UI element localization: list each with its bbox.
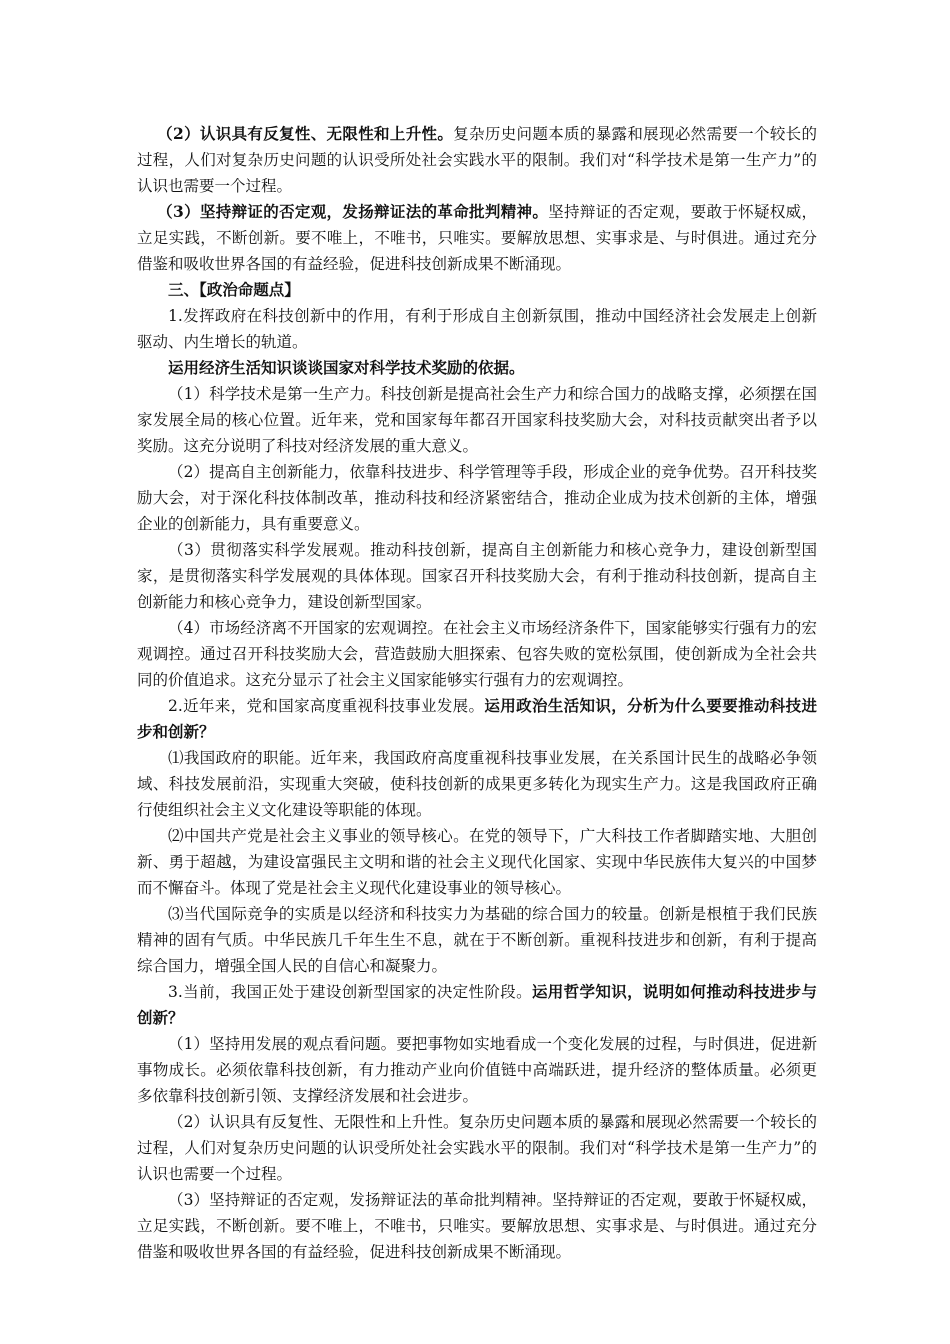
paragraph-text: （1）坚持用发展的观点看问题。要把事物如实地看成一个变化发展的过程，与时俱进，促进新事物成长。必须依靠科技创新，有力推动产业向价值链中高端跃进，提升经济的整体质量。必须更多依靠科技创新引领、支撑经济发展和社会进步。 <box>137 1035 817 1105</box>
paragraph <box>137 381 817 459</box>
paragraph-text: （3）贯彻落实科学发展观。推动科技创新，提高自主创新能力和核心竞争力，建设创新型国家，是贯彻落实科学发展观的具体体现。国家召开科技奖励大会，有利于推动科技创新，提高自主创新能力和核心竞争力，建设创新型国家。 <box>137 541 817 611</box>
paragraph <box>137 121 817 199</box>
paragraph <box>137 199 817 277</box>
bold-heading: 运用经济生活知识谈谈国家对科学技术奖励的依据。 <box>168 358 525 377</box>
paragraph <box>137 979 817 1031</box>
section-heading <box>137 277 817 303</box>
bold-question: 运用政治生活知识，分析为什么要要推动科技进步和创新？ <box>137 696 817 741</box>
paragraph-text: （2）提高自主创新能力，依靠科技进步、科学管理等手段，形成企业的竞争优势。召开科技奖励大会，对于深化科技体制改革，推动科技和经济紧密结合，推动企业成为技术创新的主体，增强企业的创新能力，具有重要意义。 <box>137 463 817 533</box>
paragraph <box>137 745 817 823</box>
paragraph <box>137 303 817 355</box>
bold-heading: （2）认识具有反复性、无限性和上升性。 <box>157 124 454 143</box>
paragraph-text: （4）市场经济离不开国家的宏观调控。在社会主义市场经济条件下，国家能够实行强有力的宏观调控。通过召开科技奖励大会，营造鼓励大胆探索、包容失败的宽松氛围，使创新成为全社会共同的价值追求。这充分显示了社会主义国家能够实行强有力的宏观调控。 <box>137 619 817 689</box>
paragraph <box>137 1187 817 1265</box>
paragraph <box>137 693 817 745</box>
paragraph <box>137 1031 817 1109</box>
paragraph-text: ⑵中国共产党是社会主义事业的领导核心。在党的领导下，广大科技工作者脚踏实地、大胆创新、勇于超越，为建设富强民主文明和谐的社会主义现代化国家、实现中华民族伟大复兴的中国梦而不懈奋斗。体现了党是社会主义现代化建设事业的领导核心。 <box>137 827 817 897</box>
paragraph-text: ⑴我国政府的职能。近年来，我国政府高度重视科技事业发展，在关系国计民生的战略必争领域、科技发展前沿，实现重大突破，使科技创新的成果更多转化为现实生产力。这是我国政府正确行使组织社会主义文化建设等职能的体现。 <box>137 749 817 819</box>
paragraph-text: （3）坚持辩证的否定观，发扬辩证法的革命批判精神。坚持辩证的否定观，要敢于怀疑权威，立足实践，不断创新。要不唯上，不唯书，只唯实。要解放思想、实事求是、与时俱进。通过充分借鉴和吸收世界各国的有益经验，促进科技创新成果不断涌现。 <box>137 1191 817 1261</box>
paragraph-text: ⑶当代国际竞争的实质是以经济和科技实力为基础的综合国力的较量。创新是根植于我们民族精神的固有气质。中华民族几千年生生不息，就在于不断创新。重视科技进步和创新，有利于提高综合国力，增强全国人民的自信心和凝聚力。 <box>137 905 817 975</box>
paragraph <box>137 1109 817 1187</box>
paragraph <box>137 615 817 693</box>
paragraph-text: 2.近年来，党和国家高度重视科技事业发展。 <box>168 697 485 715</box>
document-page <box>137 121 817 1265</box>
bold-heading: 三、【政治命题点】 <box>168 280 300 299</box>
paragraph-text: 3.当前，我国正处于建设创新型国家的决定性阶段。 <box>168 983 532 1001</box>
paragraph-text: （2）认识具有反复性、无限性和上升性。复杂历史问题本质的暴露和展现必然需要一个较长的过程，人们对复杂历史问题的认识受所处社会实践水平的限制。我们对“科学技术是第一生产力”的认识也需要一个过程。 <box>137 1113 817 1183</box>
paragraph <box>137 537 817 615</box>
paragraph <box>137 901 817 979</box>
paragraph-text: 坚持辩证的否定观，要敢于怀疑权威，立足实践，不断创新。要不唯上，不唯书，只唯实。要解放思想、实事求是、与时俱进。通过充分借鉴和吸收世界各国的有益经验，促进科技创新成果不断涌现。 <box>137 203 817 273</box>
bold-question: 运用哲学知识，说明如何推动科技进步与创新？ <box>137 982 817 1027</box>
paragraph <box>137 823 817 901</box>
bold-heading: （3）坚持辩证的否定观，发扬辩证法的革命批判精神。 <box>157 202 549 221</box>
paragraph-text: （1）科学技术是第一生产力。科技创新是提高社会生产力和综合国力的战略支撑，必须摆在国家发展全局的核心位置。近年来，党和国家每年都召开国家科技奖励大会，对科技贡献突出者予以奖励。这充分说明了科技对经济发展的重大意义。 <box>137 385 817 455</box>
paragraph-text: 复杂历史问题本质的暴露和展现必然需要一个较长的过程，人们对复杂历史问题的认识受所处社会实践水平的限制。我们对“科学技术是第一生产力”的认识也需要一个过程。 <box>137 125 817 195</box>
paragraph <box>137 459 817 537</box>
question-heading <box>137 355 817 381</box>
paragraph-text: 1.发挥政府在科技创新中的作用，有利于形成自主创新氛围，推动中国经济社会发展走上创新驱动、内生增长的轨道。 <box>137 307 817 351</box>
